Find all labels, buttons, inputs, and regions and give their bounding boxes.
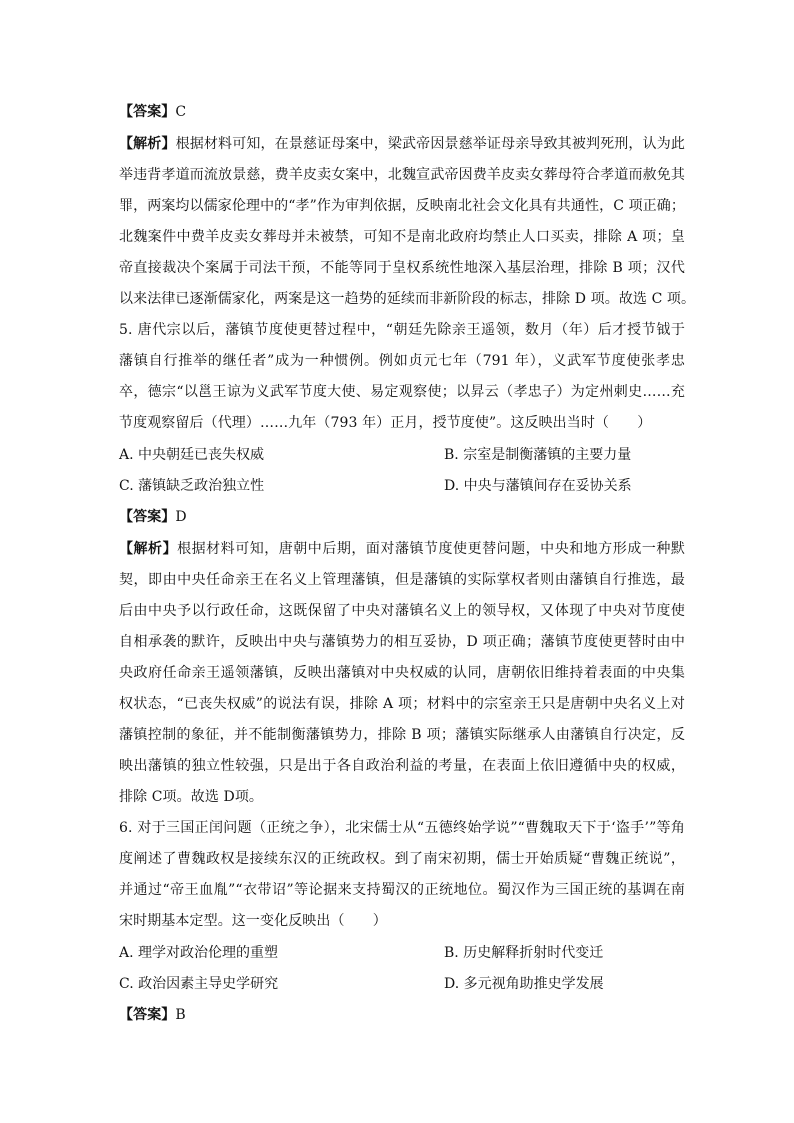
option-a: A. 理学对政治伦理的重塑: [119, 945, 279, 961]
answer-label: 【答案】: [119, 509, 176, 525]
answer-value: B: [175, 1007, 186, 1023]
option-d: D. 多元视角助推史学发展: [444, 976, 604, 992]
analysis-line: 央政府任命亲王遥领藩镇，反映出藩镇对中央权威的认同，唐朝依旧维持着表面的中央集: [119, 665, 685, 681]
option-b: B. 历史解释折射时代变迁: [444, 945, 604, 961]
question-line: 藩镇自行推举的继任者”成为一种惯例。例如贞元七年（791 年），义武军节度使张孝忠: [119, 353, 685, 369]
question-line: 5. 唐代宗以后，藩镇节度使更替过程中，“朝廷先除亲王遥领，数月（年）后才授节钺于: [119, 322, 685, 338]
option-b: B. 宗室是制衡藩镇的主要力量: [444, 447, 632, 463]
analysis-line: 罪，两案均以儒家伦理中的“孝”作为审判依据，反映南北社会文化具有共通性，C 项正确；: [119, 198, 685, 214]
analysis-line: 映出藩镇的独立性较强，只是出于各自政治利益的考量，在表面上依旧遵循中央的权威，: [119, 758, 685, 774]
analysis-line: 以来法律已逐渐儒家化，两案是这一趋势的延续而非新阶段的标志，排除 D 项。故选 C 项。: [119, 291, 696, 307]
question-line: 度阐述了曹魏政权是接续东汉的正统政权。到了南宋初期，儒士开始质疑“曹魏正统说”，: [119, 851, 685, 867]
analysis-line: 后由中央予以行政任命，这既保留了中央对藩镇名义上的领导权，又体现了中央对节度使: [119, 603, 685, 619]
analysis-line: [119, 539, 685, 559]
answer-value: C: [175, 104, 187, 120]
question-line: 宋时期基本定型。这一变化反映出（ ）: [119, 913, 387, 929]
answer-line: [119, 102, 685, 122]
answer-line: [119, 507, 685, 527]
answer-value: D: [175, 509, 187, 525]
option-a: A. 中央朝廷已丧失权威: [119, 447, 265, 463]
question-line: 卒，德宗“以邕王谅为义武军节度大使、易定观察使；以昇云（孝忠子）为定州刺史……充: [119, 384, 685, 400]
option-c: C. 藩镇缺乏政治独立性: [119, 478, 265, 494]
analysis-line: 权状态，“已丧失权威”的说法有误，排除 A 项；材料中的宗室亲王只是唐朝中央名义上对: [119, 696, 685, 712]
analysis-line: 自相承袭的默许，反映出中央与藩镇势力的相互妥协，D 项正确；藩镇节度使更替时由中: [119, 634, 685, 650]
option-c: C. 政治因素主导史学研究: [119, 976, 279, 992]
question-line: 节度观察留后（代理）……九年（793 年）正月，授节度使”。这反映出当时（ ）: [119, 415, 652, 431]
analysis-text: 根据材料可知，在景慈证母案中，梁武帝因景慈举证母亲导致其被判死刑，认为此: [175, 136, 685, 152]
analysis-line: 帝直接裁决个案属于司法干预，不能等同于皇权系统性地深入基层治理，排除 B 项；汉代: [119, 260, 685, 276]
analysis-line: [119, 134, 685, 154]
option-d: D. 中央与藩镇间存在妥协关系: [444, 478, 632, 494]
answer-label: 【答案】: [119, 1007, 176, 1023]
analysis-line: 举违背孝道而流放景慈，费羊皮卖女案中，北魏宣武帝因费羊皮卖女葬母符合孝道而赦免其: [119, 167, 685, 183]
analysis-line: 藩镇控制的象征，并不能制衡藩镇势力，排除 B 项；藩镇实际继承人由藩镇自行决定，反: [119, 727, 685, 743]
analysis-line: 排除 C项。故选 D项。: [119, 789, 264, 805]
analysis-line: 契，即由中央任命亲王在名义上管理藩镇，但是藩镇的实际掌权者则由藩镇自行推选，最: [119, 572, 685, 588]
answer-label: 【答案】: [119, 104, 176, 120]
analysis-text: 根据材料可知，唐朝中后期，面对藩镇节度使更替问题，中央和地方形成一种默: [177, 541, 685, 557]
analysis-label: 【解析】: [119, 541, 178, 557]
analysis-line: 北魏案件中费羊皮卖女葬母并未被禁，可知不是南北政府均禁止人口买卖，排除 A 项；皇: [119, 229, 685, 245]
answer-line: [119, 1005, 685, 1025]
question-line: 6. 对于三国正闰问题（正统之争），北宋儒士从“五德终始学说”“曹魏取天下于‘盗手’”等角: [119, 820, 685, 836]
question-line: 并通过“帝王血胤”“衣带诏”等论据来支持蜀汉的正统地位。蜀汉作为三国正统的基调在南: [119, 882, 685, 898]
analysis-label: 【解析】: [119, 136, 176, 152]
